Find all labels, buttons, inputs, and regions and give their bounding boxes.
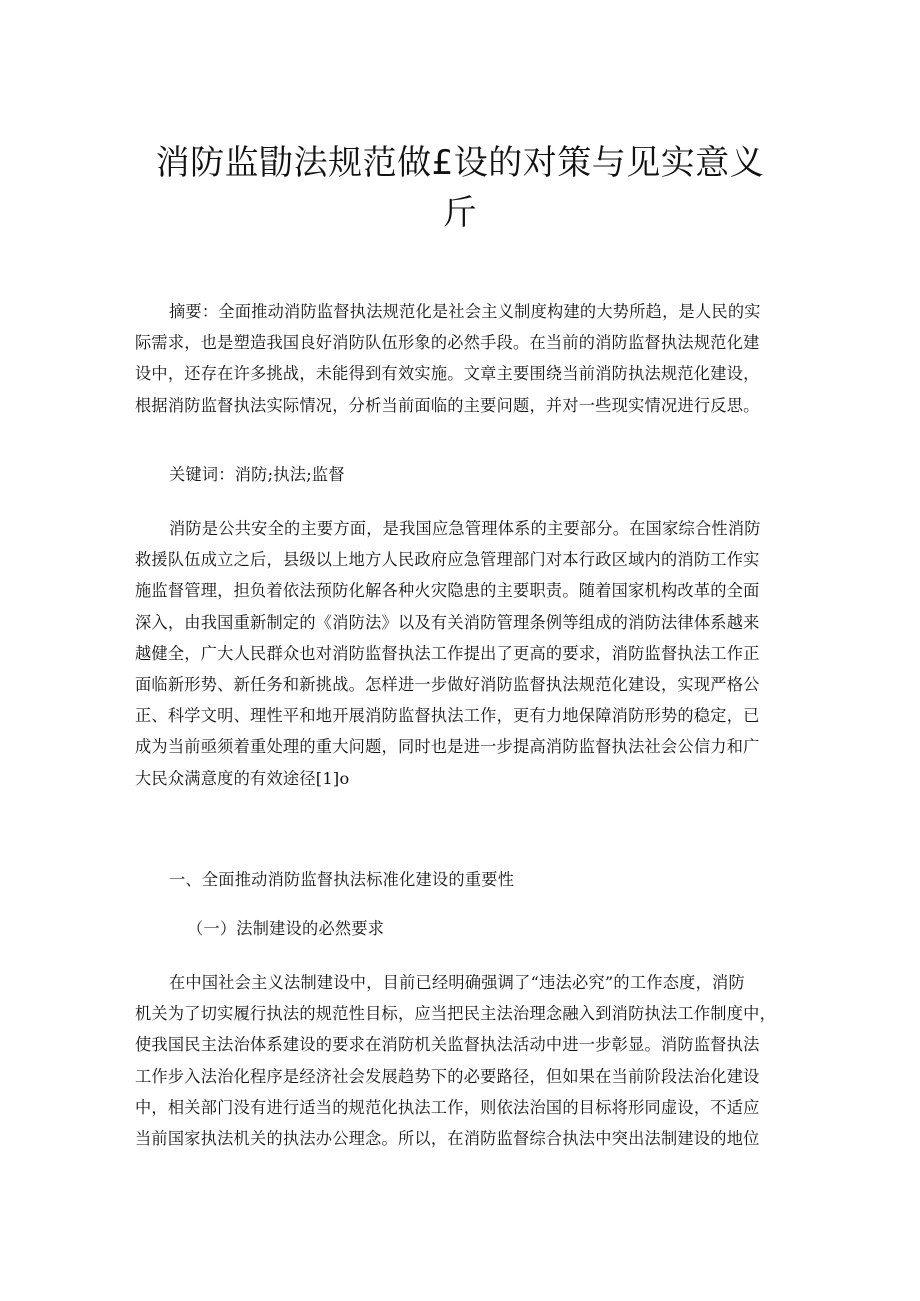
body-paragraph <box>135 967 795 1154</box>
document-title: 消防监勖法规范做£设的对策与见实意义 <box>155 143 765 183</box>
paragraph-line: 大民众满意度的有效途径[1]o <box>135 768 350 788</box>
paragraph-line: 机关为了切实履行执法的规范性目标，应当把民主法治理念融入到消防执法工作制度中， <box>135 1004 777 1024</box>
paragraph-line: 使我国民主法治体系建设的要求在消防机关监督执法活动中进一步彰显。消防监督执法 <box>135 1035 760 1055</box>
abstract-line: 摘要：全面推动消防监督执法规范化是社会主义制度构建的大势所趋，是人民的实 <box>169 302 761 321</box>
paragraph-line: 越健全，广大人民群众也对消防监督执法工作提出了更高的要求，消防监督执法工作正 <box>135 643 760 663</box>
document-title-continued: 斤 <box>442 193 478 233</box>
abstract-line: 际需求，也是塑造我国良好消防队伍形象的必然手段。在当前的消防监督执法规范化建 <box>135 333 760 353</box>
paragraph-line: 深入，由我国重新制定的《消防法》以及有关消防管理条例等组成的消防法律体系越来 <box>135 612 760 632</box>
paragraph-line: 施监督管理，担负着依法预防化解各种火灾隐患的主要职责。随着国家机构改革的全面 <box>135 581 760 601</box>
keywords-line: 关键词：消防;执法;监督 <box>169 465 345 484</box>
paragraph-line: 面临新形势、新任务和新挑战。怎样进一步做好消防监督执法规范化建设，实现严格公 <box>135 675 760 695</box>
section-heading: 一、全面推动消防监督执法标准化建设的重要性 <box>169 870 515 889</box>
abstract-paragraph <box>135 296 795 421</box>
paragraph-line: 消防是公共安全的主要方面，是我国应急管理体系的主要部分。在国家综合性消防 <box>169 519 761 538</box>
paragraph-line: 正、科学文明、理性平和地开展消防监督执法工作，更有力地保障消防形势的稳定，已 <box>135 706 760 726</box>
abstract-line: 设中，还存在许多挑战，未能得到有效实施。文章主要围绕当前消防执法规范化建设， <box>135 364 760 384</box>
paragraph-line: 救援队伍成立之后，县级以上地方人民政府应急管理部门对本行政区域内的消防工作实 <box>135 550 760 570</box>
paragraph-line: 在中国社会主义法制建设中，目前已经明确强调了“违法必究”的工作态度，消防 <box>169 973 745 992</box>
paragraph-line: 当前国家执法机关的执法办公理念。所以，在消防监督综合执法中突出法制建设的地位 <box>135 1129 760 1149</box>
subsection-heading: （一）法制建设的必然要求 <box>187 919 385 938</box>
paragraph-line: 工作步入法治化程序是经济社会发展趋势下的必要路径，但如果在当前阶段法治化建设 <box>135 1066 760 1086</box>
paragraph-line: 成为当前亟须着重处理的重大问题，同时也是进一步提高消防监督执法社会公信力和广 <box>135 737 760 757</box>
abstract-line: 根据消防监督执法实际情况，分析当前面临的主要问题，并对一些现实情况进行反思。 <box>135 395 760 415</box>
paragraph-line: 中，相关部门没有进行适当的规范化执法工作，则依法治国的目标将形同虚设，不适应 <box>135 1097 760 1117</box>
body-paragraph <box>135 513 795 794</box>
